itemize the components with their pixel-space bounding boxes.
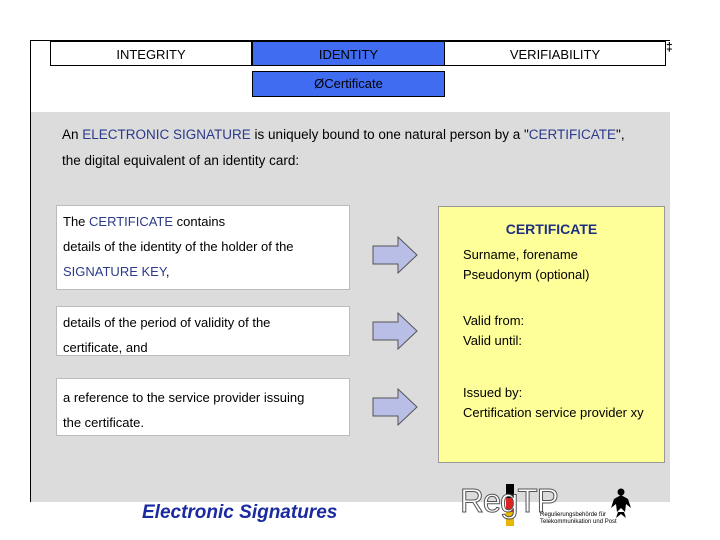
intro-highlight-certificate: CERTIFICATE xyxy=(528,127,617,142)
box-header xyxy=(63,209,343,234)
logo-subtext-line2: Telekommunikation und Post xyxy=(540,519,617,525)
box-item1-line1: details of the identity of the holder of the xyxy=(63,239,294,254)
box-item1-tail: , xyxy=(165,264,170,279)
box-item2-line2: certificate, and xyxy=(63,340,148,355)
certificate-title: CERTIFICATE xyxy=(505,221,598,237)
certificate-line-pseudonym: Pseudonym (optional) xyxy=(463,267,590,282)
box-service-provider xyxy=(56,378,350,436)
box-certificate-identity xyxy=(56,205,350,290)
certificate-line-valid-from: Valid from: xyxy=(463,313,525,328)
tab-verifiability[interactable]: VERIFIABILITY xyxy=(444,41,666,66)
intro-line2: the digital equivalent of an identity card: xyxy=(62,153,300,168)
certificate-card xyxy=(438,206,665,463)
intro-highlight-electronic-signature: ELECTRONIC SIGNATURE xyxy=(82,127,251,142)
box-header-highlight: CERTIFICATE xyxy=(89,214,174,229)
tab-identity[interactable]: IDENTITY xyxy=(252,41,445,66)
arrow-right-icon xyxy=(372,312,418,350)
box-header-part1: The xyxy=(63,214,90,229)
tab-integrity[interactable]: INTEGRITY xyxy=(50,41,252,66)
box-item3-line1: a reference to the service provider issuing xyxy=(63,390,305,405)
intro-part3: ", xyxy=(616,127,625,142)
box-item3-line2: the certificate. xyxy=(63,415,144,430)
footer-title: Electronic Signatures xyxy=(142,502,338,523)
arrow-right-icon xyxy=(372,388,418,426)
certificate-line-provider: Certification service provider xy xyxy=(463,405,644,420)
arrow-right-icon xyxy=(372,236,418,274)
box-header-part2: contains xyxy=(173,214,226,229)
logo-subtext-line1: Regulierungsbehörde für xyxy=(540,512,607,518)
logo-text: RegTP xyxy=(460,482,558,519)
certificate-line-surname: Surname, forename xyxy=(463,247,578,262)
corner-mark: ‡ xyxy=(666,40,673,54)
certificate-line-issued-by: Issued by: xyxy=(463,385,523,400)
box-item1-line2 xyxy=(63,259,343,284)
intro-text xyxy=(62,122,662,174)
box-validity xyxy=(56,306,350,356)
intro-part2: is uniquely bound to one natural person by a " xyxy=(250,127,529,142)
box-item1-highlight: SIGNATURE KEY xyxy=(63,264,166,279)
subtab-certificate[interactable]: ØCertificate xyxy=(252,71,445,97)
box-item2-line1: details of the period of validity of the xyxy=(63,315,271,330)
intro-part1: An xyxy=(62,127,83,142)
logo-subtext xyxy=(540,512,617,526)
certificate-line-valid-until: Valid until: xyxy=(463,333,523,348)
regtp-logo xyxy=(460,482,660,530)
